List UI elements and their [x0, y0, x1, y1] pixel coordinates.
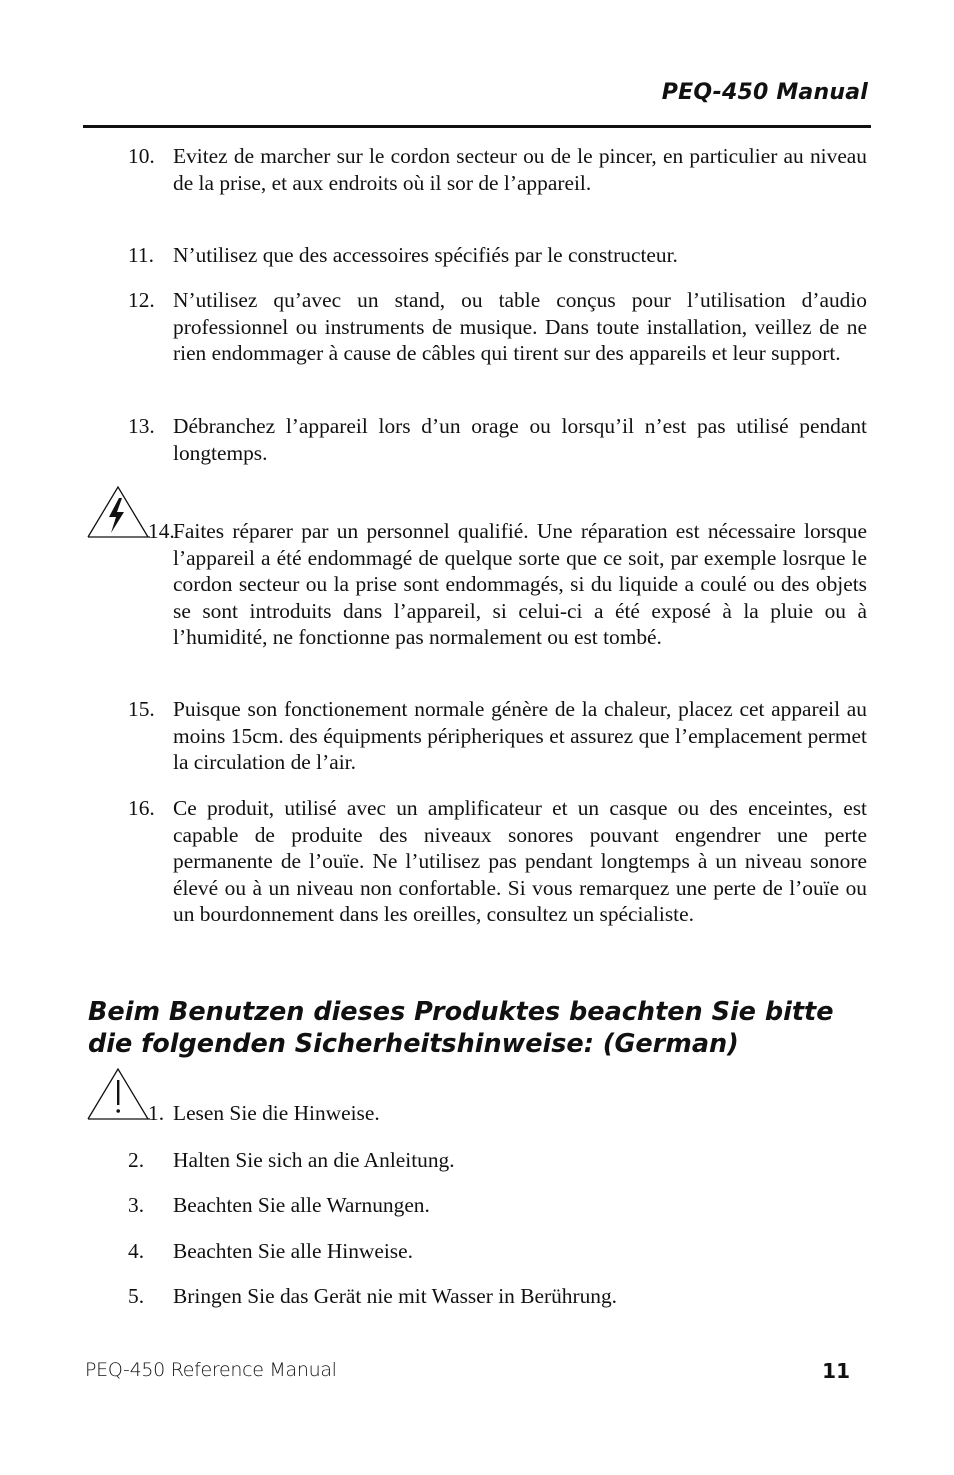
section-heading [88, 996, 888, 1060]
page-number: 11 [822, 1359, 850, 1383]
item-number: 15. [128, 697, 155, 721]
item-number: 10. [128, 144, 155, 168]
item-text: Lesen Sie die Hinweise. [173, 1101, 380, 1125]
footer-manual-title: PEQ-450 Reference Manual [85, 1359, 337, 1381]
exclamation-triangle-icon [86, 1066, 150, 1122]
item-number: 1. [148, 1101, 165, 1125]
item-text: Evitez de marcher sur le cordon secteur ou de le pincer, en particulier au niveau de la prise, et aux endroits où il sor de l’appareil. [173, 144, 867, 195]
item-number: 12. [128, 288, 155, 312]
item-number: 13. [128, 414, 155, 438]
item-text: Faites réparer par un personnel qualifié. Une réparation est nécessaire lorsque l’appareil a été endommagé de quelque sorte que ce soit, par exemple losrque le cordon secteur ou la prise sont endommagés, si du liquide a coulé ou des objets se sont introduits dans l’appareil, si celui-ci a été exposé à la pluie ou à l’humidité, ne fonctionne pas normalement ou est tombé. [173, 519, 867, 650]
header-title: PEQ-450 Manual [661, 80, 868, 105]
section-heading-line: die folgenden Sicherheitshinweise: (German) [88, 1029, 739, 1059]
item-number: 2. [128, 1148, 145, 1172]
item-text: Halten Sie sich an die Anleitung. [173, 1148, 455, 1172]
item-text: N’utilisez que des accessoires spécifiés par le constructeur. [173, 243, 678, 267]
item-number: 16. [128, 796, 155, 820]
item-number: 3. [128, 1193, 145, 1217]
section-heading-line: Beim Benutzen dieses Produktes beachten Sie bitte [88, 997, 834, 1027]
item-text: Beachten Sie alle Hinweise. [173, 1239, 413, 1263]
item-text: Bringen Sie das Gerät nie mit Wasser in Berührung. [173, 1284, 618, 1308]
item-number: 11. [128, 243, 154, 267]
item-text: Beachten Sie alle Warnungen. [173, 1193, 430, 1217]
lightning-bolt-triangle-icon [86, 484, 150, 540]
item-number: 14. [148, 519, 175, 543]
item-text: Débranchez l’appareil lors d’un orage ou lorsqu’il n’est pas utilisé pendant longtemps. [173, 414, 867, 465]
item-text: N’utilisez qu’avec un stand, ou table conçus pour l’utilisation d’audio professionnel ou instruments de musique. Dans toute installation, veillez de ne rien endommager à cause de câbles qui tirent sur des appareils et leur support. [173, 288, 867, 366]
item-text: Ce produit, utilisé avec un amplificateur et un casque ou des enceintes, est capable de produite des niveaux sonores pouvant engendrer une perte permanente de l’ouïe. Ne l’utilisez pas pendant longtemps à un niveau sonore élevé ou à un niveau non confortable. Si vous remarquez une perte de l’ouïe ou un bourdonnement dans les oreilles, consultez un spécialiste. [173, 796, 867, 927]
item-number: 5. [128, 1284, 145, 1308]
item-number: 4. [128, 1239, 145, 1263]
header-rule [83, 125, 871, 128]
item-text: Puisque son fonctionement normale génère de la chaleur, placez cet appareil au moins 15cm. des équipments péripheriques et assurez que l’emplacement permet la circulation de l’air. [173, 697, 867, 775]
